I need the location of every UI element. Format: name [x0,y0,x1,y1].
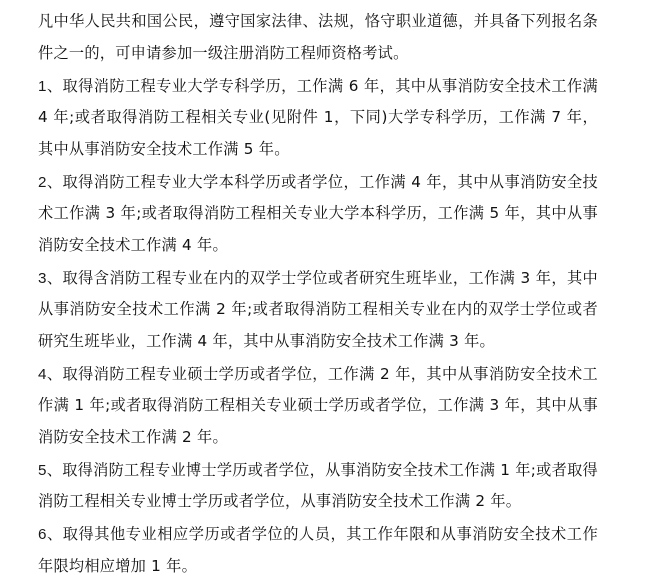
item-number: 5 [38,461,47,479]
document-body [38,6,598,582]
item-text: 、取得消防工程专业博士学历或者学位，从事消防安全技术工作满 1 年;或者取得消防工程相关专业博士学历或者学位，从事消防安全技术工作满 2 年。 [38,460,598,510]
item-number: 1 [38,77,47,95]
item-text: 、取得消防工程专业大学本科学历或者学位，工作满 4 年，其中从事消防安全技术工作满 3 年;或者取得消防工程相关专业大学本科学历，工作满 5 年，其中从事消防安全技术工作满 4 年。 [38,172,598,254]
requirement-item-1 [38,71,598,166]
item-text: 、取得消防工程专业硕士学历或者学位，工作满 2 年，其中从事消防安全技术工作满 1 年;或者取得消防工程相关专业硕士学历或者学位，工作满 3 年，其中从事消防安全技术工作满 2 年。 [38,364,598,446]
item-text: 、取得含消防工程专业在内的双学士学位或者研究生班毕业，工作满 3 年，其中从事消防安全技术工作满 2 年;或者取得消防工程相关专业在内的双学士学位或者研究生班毕业，工作满 4 年，其中从事消防安全技术工作满 3 年。 [38,268,598,350]
intro-paragraph: 凡中华人民共和国公民，遵守国家法律、法规，恪守职业道德，并具备下列报名条件之一的，可申请参加一级注册消防工程师资格考试。 [38,12,598,62]
requirement-item-6 [38,519,598,582]
requirement-item-3 [38,263,598,358]
item-text: 、取得消防工程专业大学专科学历，工作满 6 年，其中从事消防安全技术工作满 4 年;或者取得消防工程相关专业(见附件 1，下同)大学专科学历，工作满 7 年，其中从事消防安全技术工作满 5 年。 [38,76,598,158]
requirement-item-4 [38,359,598,454]
requirement-item-5 [38,455,598,518]
item-number: 4 [38,365,47,383]
item-number: 6 [38,526,47,543]
requirement-item-2 [38,167,598,262]
item-number: 2 [38,173,47,191]
item-text: 、取得其他专业相应学历或者学位的人员，其工作年限和从事消防安全技术工作年限均相应增加 1 年。 [38,525,598,575]
item-number: 3 [38,269,47,287]
